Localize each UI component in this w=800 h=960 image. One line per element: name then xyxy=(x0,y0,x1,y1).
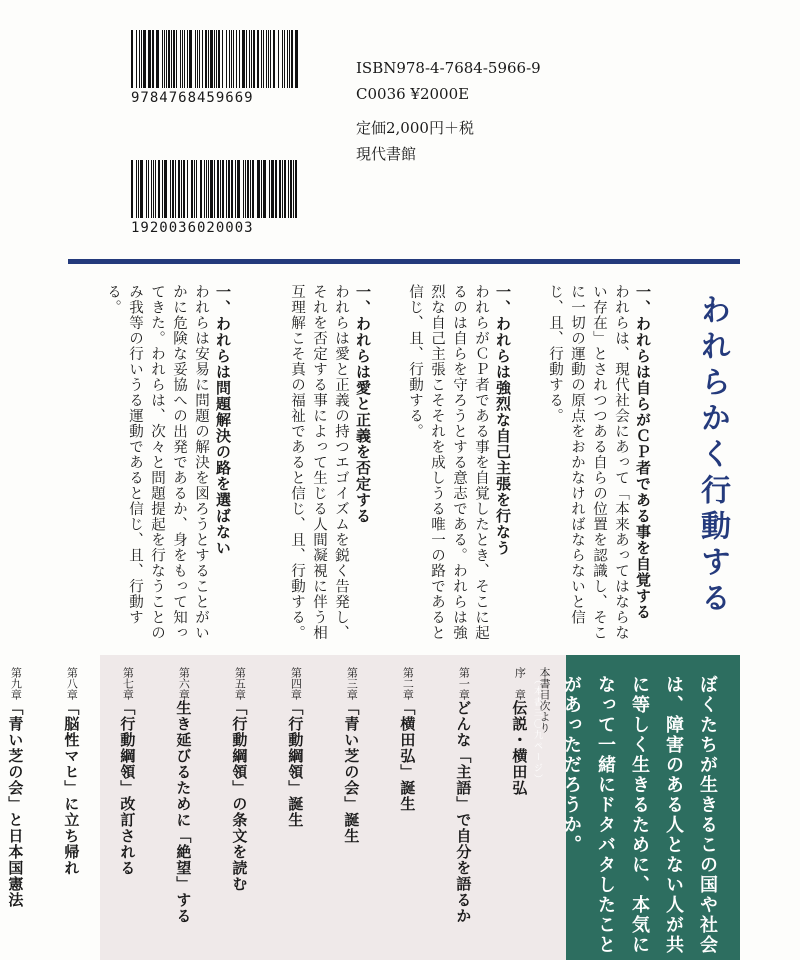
barcode-bar xyxy=(176,30,177,88)
barcode-bar xyxy=(261,160,262,218)
toc-chapter-number: 第八章 xyxy=(65,667,79,700)
barcode-bar xyxy=(249,30,250,88)
platform-item xyxy=(286,284,374,644)
barcode-bar xyxy=(178,160,180,218)
publisher: 現代書館 xyxy=(356,145,417,163)
barcode-bar xyxy=(273,30,275,88)
barcode-bar xyxy=(184,30,185,88)
classification-code: C0036 ¥2000E xyxy=(356,85,470,103)
isbn-code: ISBN978-4-7684-5966-9 xyxy=(356,59,541,77)
toc-chapter-number: 第七章 xyxy=(121,667,135,700)
barcode-bar xyxy=(131,30,133,88)
barcode-bar xyxy=(268,30,269,88)
barcode-bar xyxy=(131,160,133,218)
barcode-bar xyxy=(247,160,249,218)
barcode-bar xyxy=(222,160,224,218)
barcode-bar xyxy=(168,30,170,88)
barcode-bar xyxy=(216,30,217,88)
barcode-bar xyxy=(235,160,236,218)
quote-text: ぼくたちが生きるこの国や社会は、障害のある人とない人が共に等しく生きるために、本気になって一緒にドタバタしたことがあっただろうか。 xyxy=(561,675,718,955)
toc-chapter-number: 第九章 xyxy=(9,667,23,700)
barcode-bar xyxy=(182,30,183,88)
barcode-bar xyxy=(195,30,196,88)
barcode-bar xyxy=(148,30,151,88)
platform-heading: 一、われらは愛と正義を否定する xyxy=(354,284,372,524)
barcode-bar xyxy=(202,30,203,88)
price: 定価2,000円＋税 xyxy=(356,119,474,137)
barcode-bar xyxy=(164,160,167,218)
barcode-bar xyxy=(220,160,221,218)
barcode-bar xyxy=(210,30,213,88)
toc-entry xyxy=(139,667,195,960)
barcode-bar xyxy=(251,30,252,88)
barcode-bar xyxy=(269,160,270,218)
barcode-bar xyxy=(166,30,167,88)
barcode-bar xyxy=(282,30,283,88)
barcode-bar xyxy=(282,160,283,218)
barcode-bar xyxy=(233,30,234,88)
barcode-bar xyxy=(196,160,197,218)
toc-chapter-number: 序 章 xyxy=(513,667,527,700)
barcode-bar xyxy=(187,30,188,88)
barcode-bar xyxy=(222,30,223,88)
barcode-bar xyxy=(206,160,207,218)
barcode-bar xyxy=(139,30,140,88)
barcode-bar xyxy=(155,160,156,218)
platform-item xyxy=(404,284,514,644)
barcode-bar xyxy=(257,30,259,88)
barcode-bar xyxy=(217,160,219,218)
barcode-bar xyxy=(151,160,152,218)
barcode-bar xyxy=(183,160,185,218)
barcode-bar xyxy=(284,30,285,88)
barcode-bar xyxy=(261,30,262,88)
barcode-bar xyxy=(187,160,188,218)
barcode-bar xyxy=(237,160,240,218)
barcode-bar xyxy=(229,30,230,88)
toc-chapter-number: 第二章 xyxy=(401,667,415,700)
barcode-bar xyxy=(289,30,290,88)
barcode-bar xyxy=(138,160,139,218)
barcode-bar xyxy=(293,160,294,218)
barcode-bar xyxy=(199,30,200,88)
barcode-bar xyxy=(246,30,247,88)
barcode-bar xyxy=(295,30,298,88)
table-of-contents xyxy=(0,667,556,960)
platform-body: われらは、現代社会にあって「本来あってはならない存在」とされつつある自らの位置を認識し、そこに一切の運動の原点をおかなければならないと信じ、且、行動する。 xyxy=(547,284,629,641)
barcode-bar xyxy=(162,30,163,88)
barcode-bar xyxy=(152,30,154,88)
toc-entry xyxy=(27,667,83,960)
platform-body: われらは安易に問題の解決を図ろうとすることがいかに危険な妥協への出発であるか、身をもって知ってきた。われらは、次々と問題提起を行なうことのみ我等の行いうる運動であると信じ、且、行動する。 xyxy=(105,284,209,641)
barcode-bar xyxy=(250,160,251,218)
platform-item xyxy=(544,284,654,644)
barcode-bar xyxy=(173,30,175,88)
barcode-bar xyxy=(257,160,260,218)
barcode-bar xyxy=(204,160,205,218)
toc-chapter-title: 「横田弘」誕生 xyxy=(398,700,417,812)
barcode-bars xyxy=(131,160,301,218)
isbn-barcode xyxy=(131,30,301,106)
toc-chapter-number: 第六章 xyxy=(177,667,191,700)
barcode-bar xyxy=(271,160,274,218)
barcode-bar xyxy=(263,160,266,218)
toc-chapter-title: 「行動綱領」誕生 xyxy=(286,700,305,828)
barcode-bar xyxy=(295,160,297,218)
barcode-bar xyxy=(245,160,246,218)
toc-heading: 本書目次より xyxy=(538,667,551,733)
barcode-bar xyxy=(170,160,171,218)
barcode-bar xyxy=(279,160,281,218)
barcode-bar xyxy=(162,160,163,218)
barcode-bar xyxy=(180,30,181,88)
barcode-bar xyxy=(231,30,232,88)
toc-entry xyxy=(195,667,251,960)
barcode-bar xyxy=(253,30,255,88)
toc-entry xyxy=(0,667,27,960)
barcode-bar xyxy=(136,160,137,218)
platform-body: われらがＣＰ者である事を自覚したとき、そこに起るのは自らを守ろうとする意志である。われらは強烈な自己主張こそそれを成しうる唯一の路であると信じ、且、行動する。 xyxy=(407,284,489,641)
quote-source: （本書三〇九ページ） xyxy=(532,675,542,785)
barcode-bar xyxy=(158,160,160,218)
toc-chapter-title: 伝説・横田弘 xyxy=(510,700,529,796)
toc-chapter-title: 「青い芝の会」と日本国憲法 xyxy=(6,700,25,908)
platform-heading: 一、われらは強烈な自己主張を行なう xyxy=(494,284,512,556)
barcode-bar xyxy=(243,160,244,218)
barcode-bar xyxy=(140,160,143,218)
barcode-bar xyxy=(270,30,271,88)
barcode-bar xyxy=(252,160,254,218)
barcode-bar xyxy=(266,30,267,88)
platform-heading: 一、われらは問題解決の路を選ばない xyxy=(214,284,232,556)
barcode-bar xyxy=(290,160,292,218)
section-title: われらかく行動する xyxy=(695,294,730,618)
barcode-bar xyxy=(218,30,220,88)
barcode-bar xyxy=(231,160,233,218)
barcode-bar xyxy=(136,30,137,88)
barcode-bar xyxy=(288,160,289,218)
barcode-bar xyxy=(214,30,215,88)
barcode-number: 9784768459669 xyxy=(131,90,254,106)
platform-body: われらは愛と正義の持つエゴイズムを鋭く告発し、それを否定する事によって生じる人間凝視に伴う相互理解こそ真の福祉であると信じ、且、行動する。 xyxy=(289,284,349,641)
barcode-bar xyxy=(287,30,288,88)
barcode-bar xyxy=(153,160,154,218)
toc-chapter-title: 「行動綱領」改訂される xyxy=(118,700,137,876)
toc-chapter-title: 「青い芝の会」誕生 xyxy=(342,700,361,844)
barcode-bar xyxy=(242,30,245,88)
barcode-bars xyxy=(131,30,301,88)
barcode-bar xyxy=(278,30,279,88)
table-of-contents-panel xyxy=(6,655,566,960)
barcode-bar xyxy=(291,30,293,88)
barcode-bar xyxy=(200,160,202,218)
barcode-bar xyxy=(263,30,264,88)
barcode-bar xyxy=(143,30,146,88)
barcode-bar xyxy=(164,30,165,88)
barcode-bar xyxy=(175,160,176,218)
barcode-bar xyxy=(156,30,159,88)
toc-chapter-number: 第四章 xyxy=(289,667,303,700)
barcode-bar xyxy=(171,30,172,88)
toc-chapter-title: 生き延びるために「絶望」する xyxy=(174,700,193,924)
toc-chapter-title: 「脳性マヒ」に立ち帰れ xyxy=(62,700,81,876)
platform-heading: 一、われらは自らがＣＰ者である事を自覚する xyxy=(634,284,652,620)
toc-entry xyxy=(363,667,419,960)
barcode-bar xyxy=(210,160,213,218)
toc-chapter-title: どんな「主語」で自分を語るか xyxy=(454,700,473,924)
barcode-bar xyxy=(205,30,207,88)
barcode-bar xyxy=(226,30,227,88)
quote xyxy=(520,675,724,960)
toc-chapter-number: 第一章 xyxy=(457,667,471,700)
barcode-bar xyxy=(236,30,237,88)
price-barcode xyxy=(131,160,301,236)
barcode-bar xyxy=(141,30,142,88)
barcode-bar xyxy=(228,160,230,218)
barcode-bar xyxy=(214,160,215,218)
toc-entry xyxy=(419,667,475,960)
barcode-bar xyxy=(189,30,192,88)
barcode-bar xyxy=(148,160,149,218)
toc-chapter-number: 第五章 xyxy=(233,667,247,700)
barcode-bar xyxy=(208,160,209,218)
barcode-bar xyxy=(194,160,195,218)
barcode-bar xyxy=(226,160,227,218)
isbn-info xyxy=(356,55,541,167)
barcode-bar xyxy=(172,160,174,218)
divider-rule xyxy=(68,259,740,264)
toc-entry xyxy=(307,667,363,960)
barcode-bar xyxy=(197,30,198,88)
barcode-bar xyxy=(181,160,182,218)
toc-entry xyxy=(251,667,307,960)
barcode-bar xyxy=(191,160,193,218)
barcode-number: 1920036020003 xyxy=(131,220,254,236)
toc-chapter-number: 第三章 xyxy=(345,667,359,700)
barcode-bar xyxy=(208,30,209,88)
platform-item xyxy=(102,284,234,644)
barcode-bar xyxy=(284,160,286,218)
toc-entry xyxy=(83,667,139,960)
barcode-bar xyxy=(146,160,147,218)
barcode-bar xyxy=(275,160,277,218)
barcode-bar xyxy=(239,30,240,88)
toc-chapter-title: 「行動綱領」の条文を読む xyxy=(230,700,249,892)
